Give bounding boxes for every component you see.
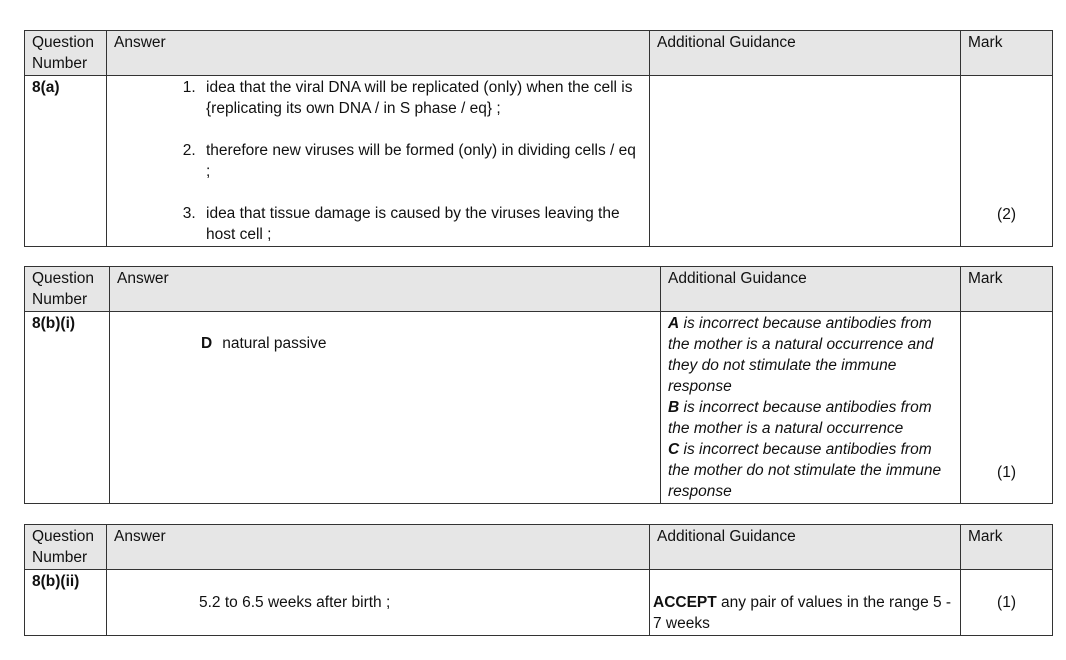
answer-cell bbox=[107, 570, 650, 636]
mark-cell: (2) bbox=[961, 76, 1053, 247]
header-answer: Answer bbox=[107, 525, 650, 570]
option-letter: B bbox=[668, 399, 680, 416]
guidance-item bbox=[668, 313, 953, 397]
header-question-number: Question Number bbox=[25, 267, 110, 312]
header-mark: Mark bbox=[961, 267, 1053, 312]
mark-cell: (1) bbox=[961, 312, 1053, 504]
header-additional-guidance: Additional Guidance bbox=[661, 267, 961, 312]
answer-text: natural passive bbox=[222, 335, 327, 352]
guidance-text: any pair of values in the range 5 - 7 weeks bbox=[653, 594, 952, 632]
guidance-cell bbox=[650, 76, 961, 247]
table-row bbox=[25, 570, 1053, 636]
guidance-text: is incorrect because antibodies from the mother do not stimulate the immune response bbox=[668, 441, 942, 500]
answer-point: 2. therefore new viruses will be formed (only) in dividing cells / eq ; bbox=[200, 140, 642, 182]
table-header-row bbox=[25, 267, 1053, 312]
question-number: 8(b)(ii) bbox=[25, 570, 107, 636]
option-letter: C bbox=[668, 441, 680, 458]
table-row bbox=[25, 76, 1053, 247]
option-letter: A bbox=[668, 315, 680, 332]
answer-cell bbox=[110, 312, 661, 504]
header-question-number: Question Number bbox=[25, 31, 107, 76]
question-number: 8(b)(i) bbox=[25, 312, 110, 504]
guidance-keyword: ACCEPT bbox=[653, 594, 717, 611]
answer-text: 5.2 to 6.5 weeks after birth ; bbox=[199, 594, 391, 611]
table-header-row bbox=[25, 31, 1053, 76]
answer-cell bbox=[107, 76, 650, 247]
mark-scheme-table-8a bbox=[24, 30, 1053, 247]
header-answer: Answer bbox=[110, 267, 661, 312]
guidance-cell bbox=[650, 570, 961, 636]
header-question-number: Question Number bbox=[25, 525, 107, 570]
answer-letter: D bbox=[201, 335, 213, 352]
guidance-text: is incorrect because antibodies from the mother is a natural occurrence bbox=[668, 399, 932, 437]
answer-point: 3. idea that tissue damage is caused by the viruses leaving the host cell ; bbox=[200, 203, 642, 245]
answer-points-list bbox=[114, 77, 642, 245]
guidance-text: is incorrect because antibodies from the mother is a natural occurrence and they do not stimulate the immune response bbox=[668, 315, 934, 395]
header-additional-guidance: Additional Guidance bbox=[650, 31, 961, 76]
guidance-item bbox=[668, 439, 953, 502]
guidance-item bbox=[668, 397, 953, 439]
table-row bbox=[25, 312, 1053, 504]
mark-scheme-table-8bii bbox=[24, 524, 1053, 636]
guidance-cell bbox=[661, 312, 961, 504]
answer-point: 1. idea that the viral DNA will be replicated (only) when the cell is {replicating its own DNA / in S phase / eq} ; bbox=[200, 77, 642, 119]
header-answer: Answer bbox=[107, 31, 650, 76]
header-mark: Mark bbox=[961, 525, 1053, 570]
question-number: 8(a) bbox=[25, 76, 107, 247]
table-header-row bbox=[25, 525, 1053, 570]
header-mark: Mark bbox=[961, 31, 1053, 76]
mark-cell: (1) bbox=[961, 570, 1053, 636]
mark-scheme-table-8bi bbox=[24, 266, 1053, 504]
header-additional-guidance: Additional Guidance bbox=[650, 525, 961, 570]
